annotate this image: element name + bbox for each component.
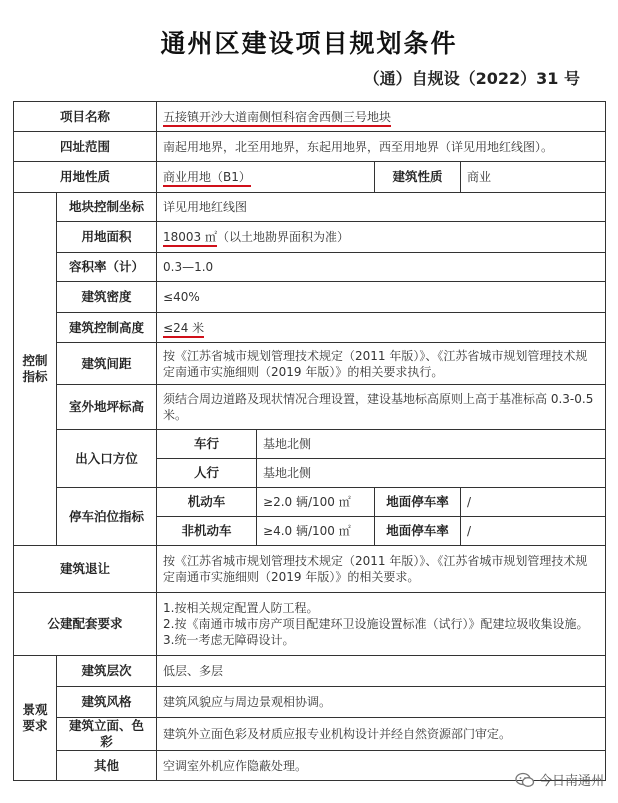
- row-boundaries: [14, 132, 606, 162]
- height-value: ≤24 米: [157, 313, 606, 343]
- wechat-icon: [515, 772, 535, 788]
- parking-type-nonmotor: 非机动车: [157, 517, 257, 546]
- other-label: 其他: [57, 751, 157, 781]
- parking-value-motor: ≥2.0 辆/100 ㎡: [257, 488, 375, 517]
- land-use-value: 商业用地（B1）: [157, 162, 375, 193]
- far-value: 0.3—1.0: [157, 253, 606, 282]
- row-setback: [14, 546, 606, 593]
- row-facilities: [14, 593, 606, 656]
- row-elevation: [14, 385, 606, 430]
- setback-value: 按《江苏省城市规划管理技术规定（2011 年版）》、《江苏省城市规划管理技术规定南通市实施细则（2019 年版）》的相关要求。: [157, 546, 606, 593]
- style-label: 建筑风格: [57, 687, 157, 718]
- facilities-item: 2.按《南通市城市房产项目配建环卫设施设置标准（试行）》配建垃圾收集设施。: [163, 617, 589, 631]
- project-name-value: 五接镇开沙大道南侧恒科宿舍西侧三号地块: [157, 102, 606, 132]
- building-nature-label: 建筑性质: [375, 162, 461, 193]
- facade-value: 建筑外立面色彩及材质应报专业机构设计并经自然资源部门审定。: [157, 718, 606, 751]
- building-nature-value: 商业: [461, 162, 606, 193]
- row-floors: [14, 656, 606, 687]
- parking-label: 停车泊位指标: [57, 488, 157, 546]
- ground-parking-label-nonmotor: 地面停车率: [375, 517, 461, 546]
- row-coordinates: [14, 193, 606, 222]
- row-density: [14, 282, 606, 313]
- facilities-value: [157, 593, 606, 656]
- access-type-vehicle: 车行: [157, 430, 257, 459]
- ground-parking-value-nonmotor: /: [461, 517, 606, 546]
- planning-conditions-table: [13, 101, 606, 781]
- area-value: 18003 ㎡（以土地勘界面积为准）: [157, 222, 606, 253]
- height-label: 建筑控制高度: [57, 313, 157, 343]
- row-facade: [14, 718, 606, 751]
- landscape-requirements-label: 景观 要求: [14, 656, 57, 781]
- facilities-item: 1.按相关规定配置人防工程。: [163, 601, 319, 615]
- spacing-label: 建筑间距: [57, 343, 157, 385]
- access-value-pedestrian: 基地北侧: [257, 459, 606, 488]
- row-spacing: [14, 343, 606, 385]
- other-value: 空调室外机应作隐蔽处理。: [157, 751, 606, 781]
- elevation-label: 室外地坪标高: [57, 385, 157, 430]
- row-far: [14, 253, 606, 282]
- row-land-use: [14, 162, 606, 193]
- access-value-vehicle: 基地北侧: [257, 430, 606, 459]
- watermark-text: 今日南通州: [538, 774, 604, 789]
- project-name-label: 项目名称: [14, 102, 157, 132]
- access-type-pedestrian: 人行: [157, 459, 257, 488]
- document-title: 通州区建设项目规划条件: [160, 29, 458, 58]
- boundaries-label: 四址范围: [14, 132, 157, 162]
- far-label: 容积率（计）: [57, 253, 157, 282]
- floors-value: 低层、多层: [157, 656, 606, 687]
- row-project-name: [14, 102, 606, 132]
- style-value: 建筑风貌应与周边景观相协调。: [157, 687, 606, 718]
- ground-parking-label-motor: 地面停车率: [375, 488, 461, 517]
- coordinates-label: 地块控制坐标: [57, 193, 157, 222]
- land-use-label: 用地性质: [14, 162, 157, 193]
- density-value: ≤40%: [157, 282, 606, 313]
- density-label: 建筑密度: [57, 282, 157, 313]
- control-indicators-label: 控制 指标: [14, 193, 57, 546]
- floors-label: 建筑层次: [57, 656, 157, 687]
- spacing-value: 按《江苏省城市规划管理技术规定（2011 年版）》、《江苏省城市规划管理技术规定南通市实施细则（2019 年版）》的相关要求执行。: [157, 343, 606, 385]
- coordinates-value: 详见用地红线图: [157, 193, 606, 222]
- ground-parking-value-motor: /: [461, 488, 606, 517]
- facade-label: 建筑立面、色彩: [57, 718, 157, 751]
- facilities-label: 公建配套要求: [14, 593, 157, 656]
- row-access-vehicle: [14, 430, 606, 459]
- elevation-value: 须结合周边道路及现状情况合理设置，建设基地标高原则上高于基准标高 0.3-0.5 米。: [157, 385, 606, 430]
- row-style: [14, 687, 606, 718]
- document-number: （通）自规设（2022）31 号: [363, 69, 580, 88]
- parking-type-motor: 机动车: [157, 488, 257, 517]
- area-label: 用地面积: [57, 222, 157, 253]
- row-parking-motor: [14, 488, 606, 517]
- access-label: 出入口方位: [57, 430, 157, 488]
- setback-label: 建筑退让: [14, 546, 157, 593]
- facilities-item: 3.统一考虑无障碍设计。: [163, 633, 295, 647]
- row-height: [14, 313, 606, 343]
- parking-value-nonmotor: ≥4.0 辆/100 ㎡: [257, 517, 375, 546]
- row-area: [14, 222, 606, 253]
- boundaries-value: 南起用地界，北至用地界，东起用地界，西至用地界（详见用地红线图）。: [157, 132, 606, 162]
- watermark: [515, 770, 604, 789]
